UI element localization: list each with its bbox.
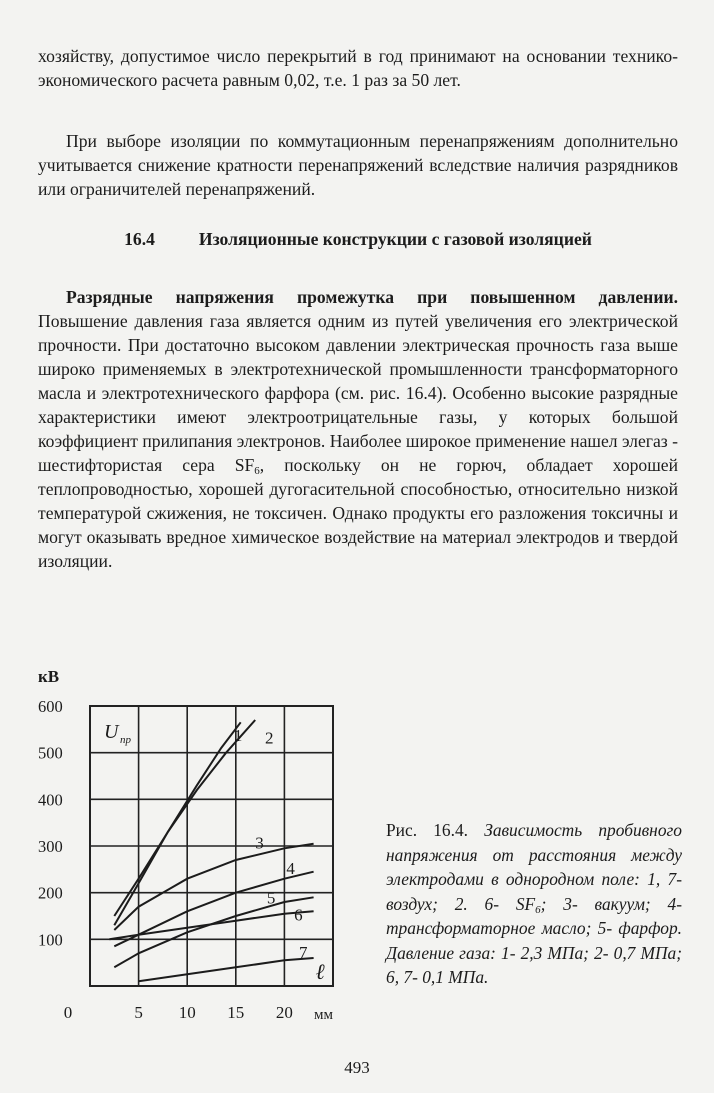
paragraph-lead-in: Разрядные напряжения промежутка при повышенном давлении.	[66, 287, 678, 307]
paragraph-body-a: Повышение давления газа является одним из путей увеличения его электрической прочности. При достаточно высоком давлении электрическая прочность газа выше широко применяемых в электротехнической промышленности трансформаторного масла и электротехнического фарфора (см. рис. 16.4). Особенно высокие разрядные характеристики имеют электроотрицательные газы, у которых большой коэффициент прилипания электронов. Наиболее широкое применение нашел элегаз - шестифтористая сера SF	[38, 311, 679, 475]
y-quantity-subscript: пр	[120, 734, 131, 746]
paragraph-switching: При выборе изоляции по коммутационным перенапряжениям дополнительно учитывается снижение кратности перенапряжений вследствие наличия разрядников или ограничителей перенапряжений.	[38, 131, 678, 199]
origin-label: 0	[63, 1003, 73, 1022]
x-tick-label: 20	[275, 1003, 293, 1022]
y-quantity-label: U	[104, 721, 119, 743]
section-heading	[38, 229, 678, 250]
series-label-4: 4	[286, 859, 295, 878]
series-label-1: 1	[233, 726, 243, 745]
series-line-6	[109, 911, 313, 939]
sf6-subscript: 6	[254, 465, 260, 477]
figure-caption	[386, 818, 682, 990]
y-tick-label: 600	[38, 697, 63, 716]
series-label-6: 6	[294, 905, 303, 925]
page-number: 493	[344, 1058, 370, 1077]
y-tick-label: 500	[38, 743, 63, 763]
caption-subscript: 6	[535, 903, 541, 916]
y-tick-label: 200	[38, 883, 63, 903]
x-tick-label: 15	[227, 1003, 245, 1022]
y-tick-label: 400	[38, 790, 63, 810]
series-line-2	[114, 720, 255, 916]
caption-text-2: ; 3- вакуум; 4- трансформаторное масло; 5- фарфор. Давление газа: 1- 2,3 МПа; 2- 0,7 МПа; 6, 7- 0,1 МПа.	[386, 893, 682, 987]
x-quantity-label: ℓ	[315, 959, 325, 984]
y-axis-unit: кВ	[38, 668, 60, 686]
x-axis-unit: мм	[314, 1007, 333, 1023]
caption-prefix: Рис. 16.4.	[386, 820, 485, 840]
series-label-5: 5	[266, 888, 276, 908]
paragraph-intro: хозяйству, допустимое число перекрытий в год принимают на основании технико-экономического расчета равным 0,02, т.е. 1 раз за 50 лет.	[38, 46, 678, 90]
chart-svg	[30, 668, 360, 1038]
caption-text: Зависимость пробивного напряжения от расстояния между электродами в однородном поле: 1, 7- воздух; 2. 6- SF	[386, 820, 682, 914]
section-number: 16.4	[124, 229, 155, 249]
paragraph-body-b: , поскольку он не горюч, обладает хорошей теплопроводностью, хорошей дугогасительной способностью, относительно низкой температурой сжижения, не токсичен. Однако продукты его разложения токсичны и могут оказывать вредное химическое воздействие на материал электродов и твердой изоляции.	[38, 455, 679, 571]
series-label-7: 7	[298, 943, 308, 962]
series-label-3: 3	[255, 833, 264, 853]
y-tick-label: 100	[38, 930, 63, 950]
paragraph-pressure	[38, 285, 678, 573]
x-tick-label: 10	[178, 1003, 196, 1022]
figure-chart	[30, 668, 360, 1038]
series-line-7	[139, 958, 314, 981]
x-tick-label: 5	[134, 1003, 143, 1022]
y-tick-label: 300	[38, 837, 63, 856]
section-title: Изоляционные конструкции с газовой изоляцией	[198, 229, 592, 249]
series-label-2: 2	[264, 728, 274, 748]
